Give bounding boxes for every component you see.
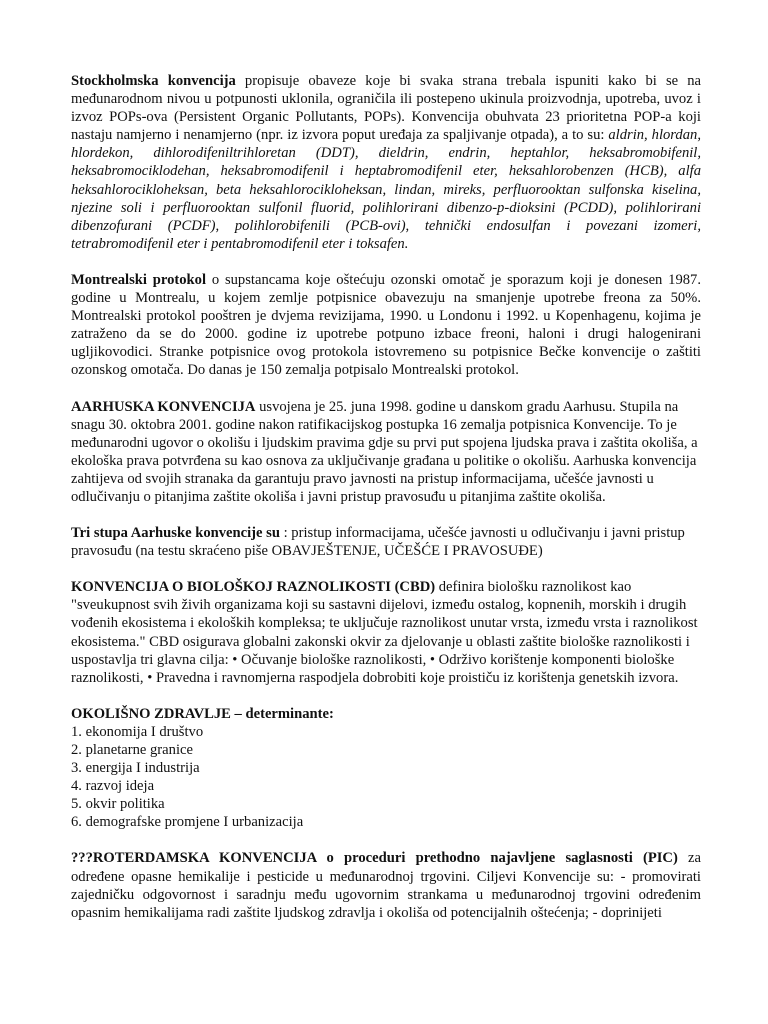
paragraph-biodiversity-convention	[71, 578, 701, 687]
aarhus-text: usvojena je 25. juna 1998. godine u danskom gradu Aarhusu. Stupila na snagu 30. oktobra 2001. godine nakon ratifikacijskog postupka 16 zemalja potpisnica Konvencije. To je međunarodni ugovor o okolišu i ljudskim pravima gdje su prvi put spojena ljudska prava i zaštita okoliša, a ekološka prava potvrđena su kao osnova za uključivanje građana u politike o okolišu. Aarhuska konvencija zahtijeva od svojih stranaka da garantuju pravo javnosti na pristup informacijama, učešće javnosti u odlučivanju o pitanjima zaštite okoliša i javni pristup pravosuđu u pitanjima zaštite okoliša.	[71, 398, 698, 505]
montreal-text: o supstancama koje oštećuju ozonski omotač je sporazum koji je donesen 1987. godine u Montrealu, u kojem zemlje potpisnice obavezuju na smanjenje upotrebe freona za 50%. Montrealski protokol pooštren je dvjema revizijama, 1990. u Londonu i 1992. u Kopenhagenu, kojima je zatraženo da se do 2000. godine iz upotrebe potpuno izbace freoni, haloni i drugi halogenirani ugljikovodici. Stranke potpisnice ovog protokola istovremeno su potpisnice Bečke konvencije o zaštiti ozonskog omotača. Do danas je 150 zemalja potpisalo Montrealski protokol.	[71, 271, 701, 379]
list-item: 3. energija I industrija	[71, 760, 200, 777]
rotterdam-heading: ???ROTERDAMSKA KONVENCIJA o proceduri prethodno najavljene saglasnosti (PIC)	[71, 850, 678, 867]
list-item: 2. planetarne granice	[71, 742, 193, 758]
rotterdam-text: za određene opasne hemikalije i pesticide u međunarodnoj trgovini. Ciljevi Konvencije su: - promovirati zajedničku odgovornost i saradnju među ugovornim strankama u međunarodnoj trgovini određenim opasnim hemikalijama radi zaštite ljudskog zdravlja i okoliša od potencijalnih oštećenja; - doprinijeti	[71, 850, 701, 921]
cbd-text: definira biološku raznolikost kao "sveukupnost svih živih organizama koji su sastavni dijelovi, između ostalog, kopnenih, morskih i drugih vođenih ekosistema i ekoloških kompleksa; te uključuje raznolikost unutar vrsta, između vrsta i raznolikost ekosistema." CBD osigurava globalni zakonski okvir za djelovanje u oblasti zaštite biološke raznolikosti i uspostavlja tri glavna cilja: • Očuvanje biološke raznolikosti, • Održivo korištenje komponenti biološke raznolikosti, • Pravedna i ravnomjerna raspodjela dobrobiti koje proističu iz korištenja genetskih izvora.	[71, 579, 698, 686]
section-environmental-health	[71, 705, 701, 832]
pops-list: aldrin, hlordan, hlordekon, dihlorodifeniltrihloretan (DDT), dieldrin, endrin, heptahlor, heksabromobifenil, heksabromociklodehan, heksabromodifenil i heptabromodifenil eter, heksahlorobenzen (HCB), alfa heksahlorocikloheksan, beta heksahlorocikloheksan, lindan, mireks, perfluorooktan sulfonska kiselina, njezine soli i perfluorooktan sulfonil fluorid, polihlorirani dibenzo-p-dioksini (PCDD), polihlorirani dibenzofurani (PCDF), polihlorobifenili (PCB-ovi), tehnički endosulfan i povezani izomeri, tetrabromodifenil eter i pentabromodifenil eter i toksafen.	[71, 127, 701, 252]
list-item: 1. ekonomija I društvo	[71, 723, 204, 740]
list-item: 4. razvoj ideja	[71, 778, 155, 795]
paragraph-montreal-protocol	[71, 271, 701, 380]
stockholm-text: propisuje obaveze koje bi svaka strana trebala ispuniti kako bi se na međunarodnom nivou u potpunosti uklonila, ograničila ili postepeno ukinula proizvodnja, upotreba, uvoz i izvoz POPs-ova (Persistent Organic Pollutants, POPs). Konvencija obuhvata 23 prioritetna POP-a koji nastaju namjerno i nenamjerno (npr. iz izvora poput uređaja za spaljivanje otpada), a to su:	[71, 73, 701, 144]
paragraph-aarhus-pillars	[71, 524, 701, 560]
document-body	[71, 72, 701, 940]
list-item: 6. demografske promjene I urbanizacija	[71, 814, 304, 831]
stockholm-heading: Stockholmska konvencija	[71, 73, 236, 89]
paragraph-stockholm-convention	[71, 72, 701, 253]
list-item: 5. okvir politika	[71, 796, 165, 813]
cbd-heading: KONVENCIJA O BIOLOŠKOJ RAZNOLIKOSTI (CBD)	[71, 579, 436, 596]
paragraph-rotterdam-convention	[71, 849, 701, 921]
pillars-text: : pristup informacijama, učešće javnosti u odlučivanju i javni pristup pravosuđu (na testu skraćeno piše OBAVJEŠTENJE, UČEŠĆE I PRAVOSUĐE)	[71, 525, 685, 560]
determinants-list	[71, 723, 701, 832]
paragraph-aarhus-convention	[71, 398, 701, 507]
aarhus-heading: AARHUSKA KONVENCIJA	[71, 398, 256, 415]
environmental-health-heading: OKOLIŠNO ZDRAVLJE – determinante:	[71, 705, 334, 722]
montreal-heading: Montrealski protokol	[71, 271, 207, 288]
pillars-heading: Tri stupa Aarhuske konvencije su	[71, 525, 280, 542]
